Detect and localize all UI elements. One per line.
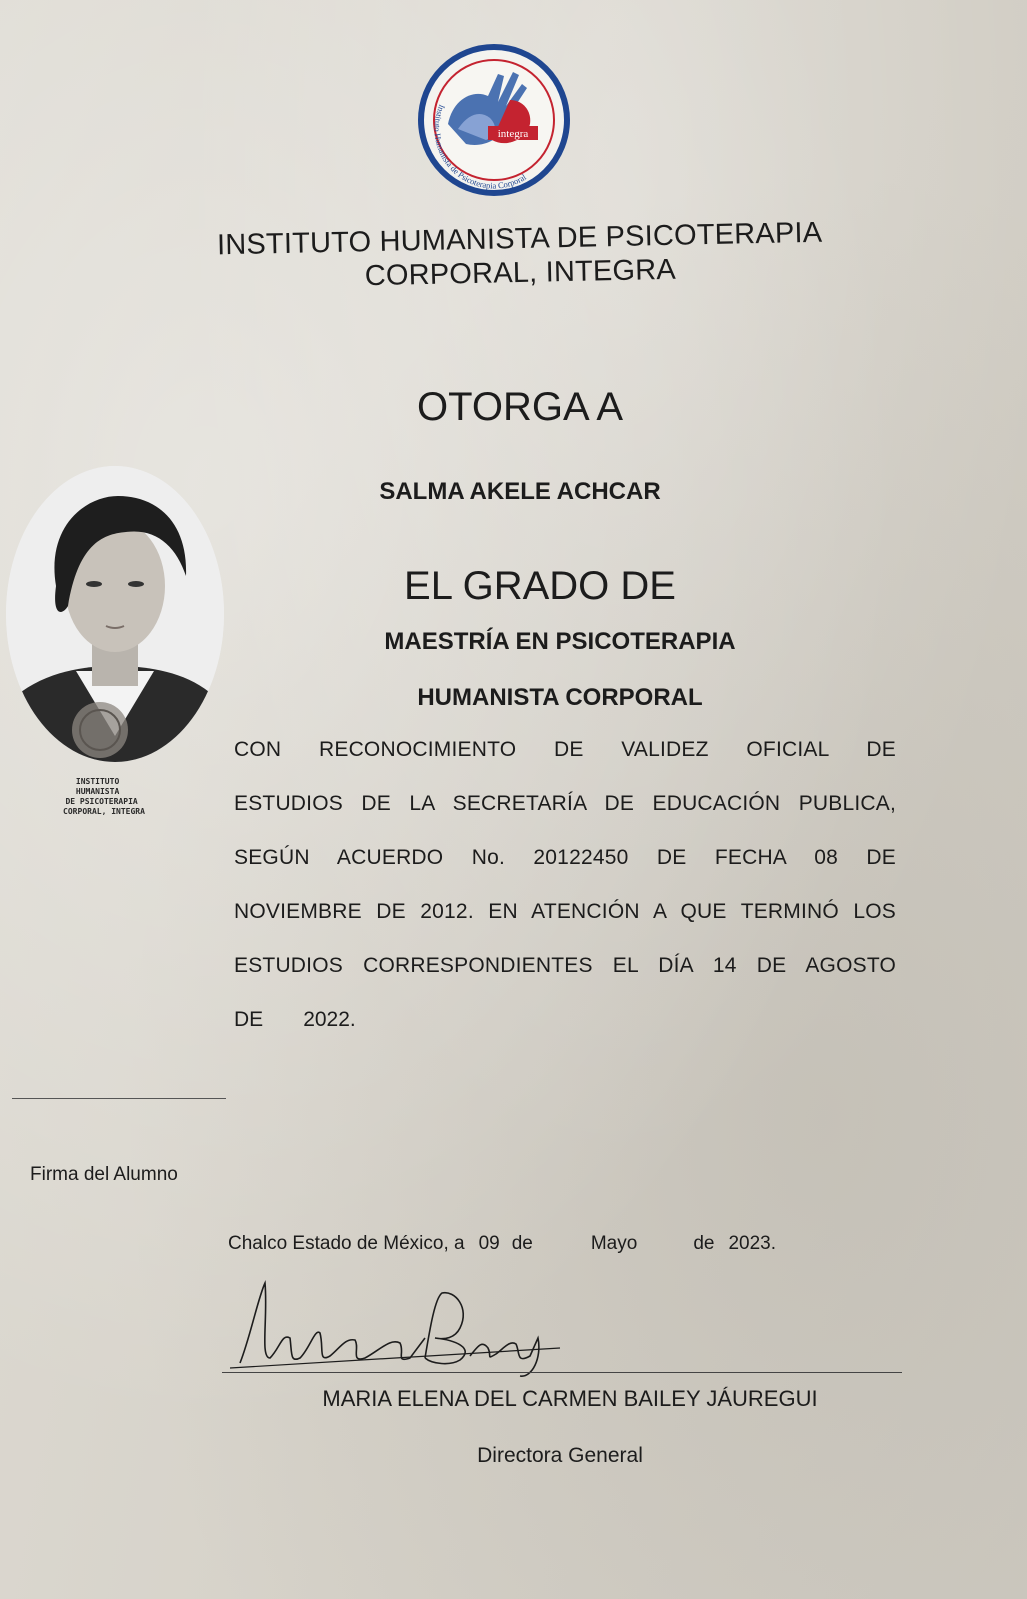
director-signature-line <box>222 1372 902 1373</box>
body-line4: NOVIEMBRE DE 2012. EN ATENCIÓN A QUE TERMINÓ LOS <box>234 900 896 923</box>
svg-text:INSTITUTO HUMANISTA DE: INSTITUTO HUMANISTA DE PSICOTERAPIA CORPORAL, INTEGRA <box>63 777 145 816</box>
director-title: Directora General <box>477 1444 643 1467</box>
svg-text:integra: integra <box>497 128 529 140</box>
degree-line1: MAESTRÍA EN PSICOTERAPIA <box>384 628 736 655</box>
date-de2: de <box>693 1233 715 1254</box>
place-text: Chalco Estado de México, a <box>228 1233 465 1254</box>
student-signature-line <box>12 1098 226 1099</box>
institution-line1: INSTITUTO HUMANISTA DE PSICOTERAPIA <box>216 216 823 262</box>
date-de1: de <box>511 1233 533 1254</box>
body-line6-de: DE <box>234 1008 264 1031</box>
director-name: MARIA ELENA DEL CARMEN BAILEY JÁUREGUI <box>322 1386 818 1411</box>
place-date <box>228 1233 776 1255</box>
body-line1: CON RECONOCIMIENTO DE VALIDEZ OFICIAL DE <box>234 738 896 761</box>
logo-ring-text: Instituto Humanista de Psicoterapia Corporal <box>432 103 528 191</box>
degree-line2: HUMANISTA CORPORAL <box>417 684 703 711</box>
date-month: Mayo <box>590 1233 638 1254</box>
body-line3: SEGÚN ACUERDO No. 20122450 DE FECHA 08 DE <box>234 846 896 869</box>
otorga-heading: OTORGA A <box>417 385 623 429</box>
student-signature-label: Firma del Alumno <box>30 1164 178 1185</box>
date-year: 2023. <box>728 1233 777 1254</box>
body-line5: ESTUDIOS CORRESPONDIENTES EL DÍA 14 DE AGOSTO <box>234 954 896 977</box>
body-line6-year: 2022. <box>303 1008 356 1031</box>
body-line2: ESTUDIOS DE LA SECRETARÍA DE EDUCACIÓN PUBLICA, <box>234 792 896 815</box>
institution-name <box>179 215 860 297</box>
grado-heading: EL GRADO DE <box>404 564 676 608</box>
institution-seal <box>52 700 172 820</box>
body-line6 <box>234 1008 396 1032</box>
student-name: SALMA AKELE ACHCAR <box>379 478 661 505</box>
date-day: 09 <box>478 1233 500 1254</box>
institution-line2: CORPORAL, INTEGRA <box>364 253 677 293</box>
integra-logo <box>418 44 570 196</box>
